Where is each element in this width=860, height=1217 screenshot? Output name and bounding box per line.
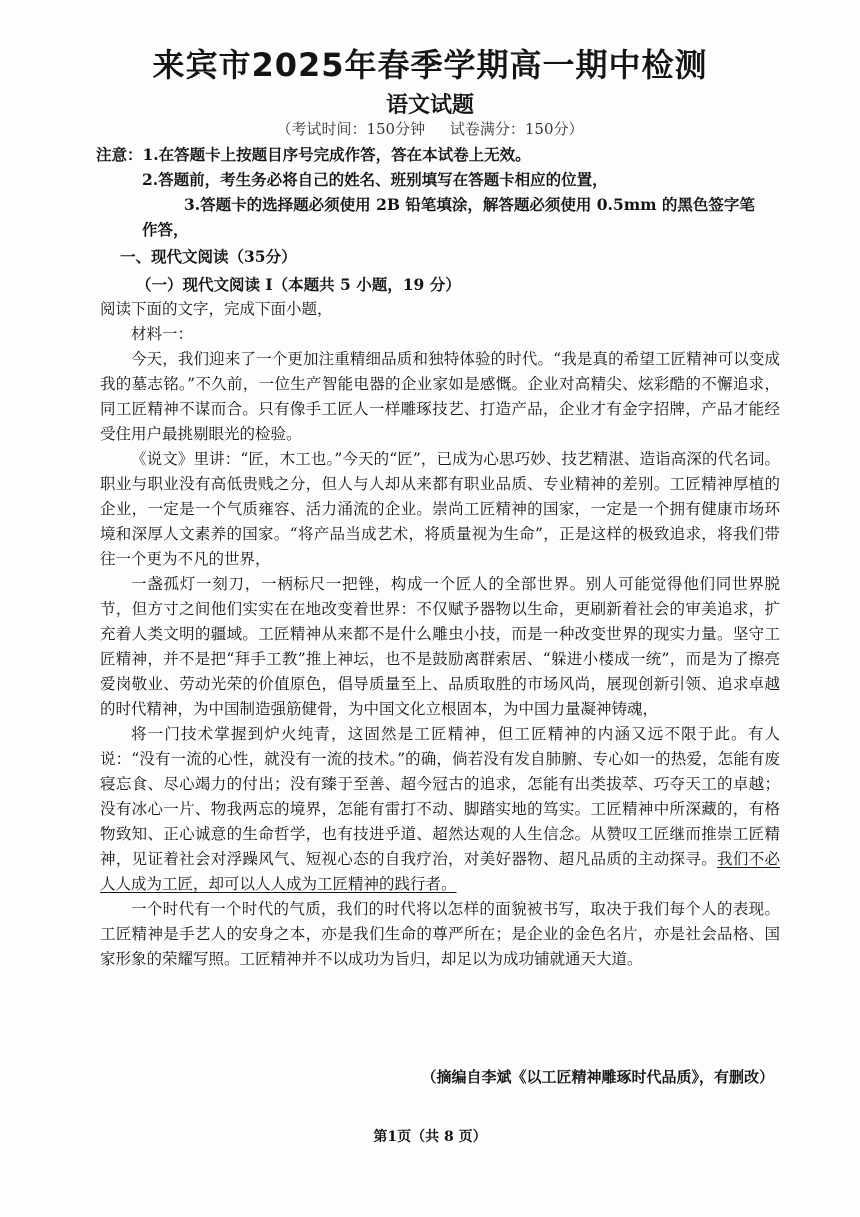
paragraph-3: 一盏孤灯一刻刀，一柄标尺一把锉，构成一个匠人的全部世界。别人可能觉得他们同世界脱节，但方寸之间他们实实在在地改变着世界：不仅赋予器物以生命，更刷新着社会的审美追求，扩充着人类文明的疆域。工匠精神从来都不是什么雕虫小技，而是一种改变世界的现实力量。坚守工匠精神，并不是把“拜手工教”推上神坛，也不是鼓励离群索居、“躲进小楼成一统”，而是为了擦亮爱岗敬业、劳动光荣的价值原色，倡导质量至上、品质取胜的市场风尚，展现创新引领、追求卓越的时代精神，为中国制造强筋健骨，为中国文化立根固本，为中国力量凝神铸魂，	[100, 575, 780, 718]
section-subheading: （一）现代文阅读 I（本题共 5 小题，19 分）	[136, 275, 461, 294]
instruction: 阅读下面的文字，完成下面小题，	[100, 300, 333, 318]
note-3-continued: 作答，	[142, 220, 189, 239]
note-2: 2.答题前，考生务必将自己的姓名、班别填写在答题卡相应的位置，	[142, 170, 608, 189]
exam-info	[0, 118, 860, 139]
paragraph-1: 今天，我们迎来了一个更加注重精细品质和独特体验的时代。“我是真的希望工匠精神可以变成我的墓志铭。”不久前，一位生产智能电器的企业家如是感慨。企业对高精尖、炫彩酷的不懈追求，同工匠精神不谋而合。只有像手工匠人一样雕琢技艺、打造产品，企业才有金字招牌，产品才能经受住用户最挑剔眼光的检验。	[100, 350, 780, 443]
note-3: 3.答题卡的选择题必须使用 2B 铅笔填涂，解答题必须使用 0.5mm 的黑色签字笔	[184, 195, 755, 214]
passage	[100, 297, 780, 972]
exam-time: （考试时间：150分钟	[276, 120, 426, 138]
paragraph-4-underlined: 我们不必人人成为工匠，却可以人人成为工匠精神的践行者。	[100, 850, 780, 893]
paragraph-5: 一个时代有一个时代的气质，我们的时代将以怎样的面貌被书写，取决于我们每个人的表现。工匠精神是手艺人的安身之本，亦是我们生命的尊严所在；是企业的金色名片，亦是社会品格、国家形象的荣耀写照。工匠精神并不以成功为旨归，却足以为成功铺就通天大道。	[100, 900, 780, 968]
page-number: 第1页（共 8 页）	[373, 1129, 487, 1145]
note-1: 注意：1.在答题卡上按题目序号完成作答，答在本试卷上无效。	[96, 145, 531, 164]
section-heading: 一、现代文阅读（35分）	[120, 247, 297, 266]
exam-score: 试卷满分：150分）	[449, 120, 584, 138]
paragraph-4	[100, 722, 780, 897]
paragraph-2: 《说文》里讲：“匠，木工也。”今天的“匠”，已成为心思巧妙、技艺精湛、造诣高深的代名词。职业与职业没有高低贵贱之分，但人与人却从来都有职业品质、专业精神的差别。工匠精神厚植的企业，一定是一个气质雍容、活力涌流的企业。崇尚工匠精神的国家，一定是一个拥有健康市场环境和深厚人文素养的国家。“将产品当成艺术，将质量视为生命”，正是这样的极致追求，将我们带往一个更为不凡的世界，	[100, 450, 780, 568]
paragraph-4-text: 将一门技术掌握到炉火纯青，这固然是工匠精神，但工匠精神的内涵又远不限于此。有人说：“没有一流的心性，就没有一流的技术。”的确，倘若没有发自肺腑、专心如一的热爱，怎能有废寝忘食、尽心竭力的付出；没有臻于至善、超今冠古的追求，怎能有出类拔萃、巧夺天工的卓越；没有冰心一片、物我两忘的境界，怎能有雷打不动、脚踏实地的笃实。工匠精神中所深藏的，有格物致知、正心诚意的生命哲学，也有技进乎道、超然达观的人生信念。从赞叹工匠继而推崇工匠精神，见证着社会对浮躁风气、短视心态的自我疗治，对美好器物、超凡品质的主动探寻。	[100, 725, 780, 868]
notes-block	[96, 142, 786, 242]
source-citation: （摘编自李斌《以工匠精神雕琢时代品质》，有删改）	[421, 1068, 774, 1086]
exam-subtitle: 语文试题	[385, 93, 474, 118]
material-label: 材料一：	[131, 325, 194, 343]
exam-title: 来宾市2025年春季学期高一期中检测	[152, 46, 708, 84]
